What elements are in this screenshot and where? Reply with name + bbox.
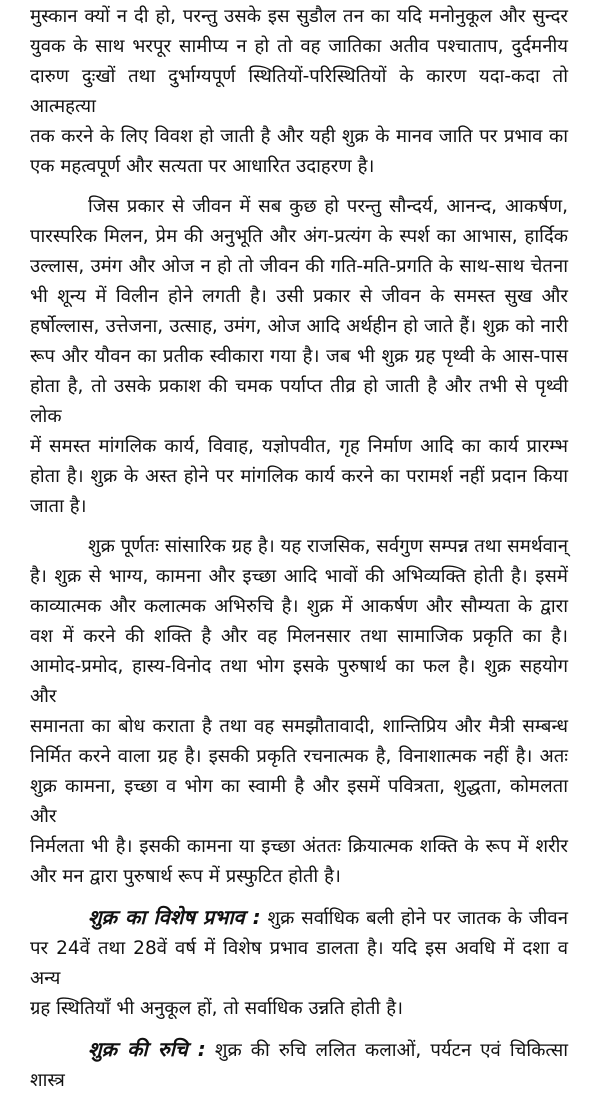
text-line: आमोद-प्रमोद, हास्य-विनोद तथा भोग इसके पुरुषार्थ का फल है। शुक्र सहयोग और <box>30 656 568 707</box>
section-interests <box>30 1034 568 1096</box>
paragraph-2 <box>30 192 568 522</box>
section-heading: शुक्र की रुचि : <box>88 1037 206 1061</box>
text-line: रूप और यौवन का प्रतीक स्वीकारा गया है। जब भी शुक्र ग्रह पृथ्वी के आस-पास <box>30 346 568 367</box>
text-line: शुक्र पूर्णतः सांसारिक ग्रह है। यह राजसिक, सर्वगुण सम्पन्न तथा समर्थवान् <box>88 536 568 557</box>
text-line: पर 24वें तथा 28वें वर्ष में विशेष प्रभाव डालता है। यदि इस अवधि में दशा व अन्य <box>30 938 568 989</box>
text-line <box>30 1034 568 1096</box>
text-line-content: शुक्र की रुचि ललित कलाओं, पर्यटन एवं चिकित्सा शास्त्र <box>30 1040 569 1091</box>
text-line: जाता है। <box>30 496 87 517</box>
paragraph-3 <box>30 532 568 892</box>
text-line: पारस्परिक मिलन, प्रेम की अनुभूति और अंग-प्रत्यंग के स्पर्श का आभास, हार्दिक <box>30 226 568 247</box>
text-line: होता है। शुक्र के अस्त होने पर मांगलिक कार्य करने का परामर्श नहीं प्रदान किया <box>30 466 568 487</box>
text-line: में समस्त मांगलिक कार्य, विवाह, यज्ञोपवीत, गृह निर्माण आदि का कार्य प्रारम्भ <box>30 436 568 457</box>
text-line: उल्लास, उमंग और ओज न हो तो जीवन की गति-मति-प्रगति के साथ-साथ चेतना <box>30 256 568 277</box>
section-special-influence <box>30 902 568 1024</box>
text-line: समानता का बोध कराता है तथा वह समझौतावादी, शान्तिप्रिय और मैत्री सम्बन्ध <box>30 716 568 737</box>
paragraph-1 <box>30 2 568 182</box>
text-line: शुक्र कामना, इच्छा व भोग का स्वामी है और इसमें पवित्रता, शुद्धता, कोमलता और <box>30 776 568 827</box>
text-line: निर्मलता भी है। इसकी कामना या इच्छा अंततः क्रियात्मक शक्ति के रूप में शरीर <box>30 836 568 857</box>
text-line <box>30 902 568 934</box>
text-line: है। शुक्र से भाग्य, कामना और इच्छा आदि भावों की अभिव्यक्ति होती है। इसमें <box>30 566 568 587</box>
text-line: हर्षोल्लास, उत्तेजना, उत्साह, उमंग, ओज आदि अर्थहीन हो जाते हैं। शुक्र को नारी <box>30 316 568 337</box>
text-line: होता है, तो उसके प्रकाश की चमक पर्याप्त तीव्र हो जाती है और तभी से पृथ्वी लोक <box>30 376 568 427</box>
text-line: ग्रह स्थितियाँ भी अनुकूल हों, तो सर्वाधिक उन्नति होती है। <box>30 998 404 1019</box>
text-line: और मन द्वारा पुरुषार्थ रूप में प्रस्फुटित होती है। <box>30 866 341 887</box>
text-line: जिस प्रकार से जीवन में सब कुछ हो परन्तु सौन्दर्य, आनन्द, आकर्षण, <box>88 196 568 217</box>
text-line: एक महत्वपूर्ण और सत्यता पर आधारित उदाहरण है। <box>30 156 375 177</box>
text-line: भी शून्य में विलीन होने लगती है। उसी प्रकार से जीवन के समस्त सुख और <box>30 286 568 307</box>
text-line: काव्यात्मक और कलात्मक अभिरुचि है। शुक्र में आकर्षण और सौम्यता के द्वारा <box>30 596 568 617</box>
text-line-content: शुक्र सर्वाधिक बली होने पर जातक के जीवन <box>267 908 568 929</box>
text-line: मुस्कान क्यों न दी हो, परन्तु उसके इस सुडौल तन का यदि मनोनुकूल और सुन्दर <box>30 6 568 27</box>
text-line: युवक के साथ भरपूर सामीप्य न हो तो वह जातिका अतीव पश्चाताप, दुर्दमनीय <box>30 36 568 57</box>
text-line: तक करने के लिए विवश हो जाती है और यही शुक्र के मानव जाति पर प्रभाव का <box>30 126 568 147</box>
section-heading: शुक्र का विशेष प्रभाव : <box>88 905 261 929</box>
text-line: निर्मित करने वाला ग्रह है। इसकी प्रकृति रचनात्मक है, विनाशात्मक नहीं है। अतः <box>30 746 568 767</box>
text-line: वश में करने की शक्ति है और वह मिलनसार तथा सामाजिक प्रकृति का है। <box>30 626 568 647</box>
text-line: दारुण दुःखों तथा दुर्भाग्यपूर्ण स्थितियों-परिस्थितियों के कारण यदा-कदा तो आत्महत्या <box>30 66 568 117</box>
